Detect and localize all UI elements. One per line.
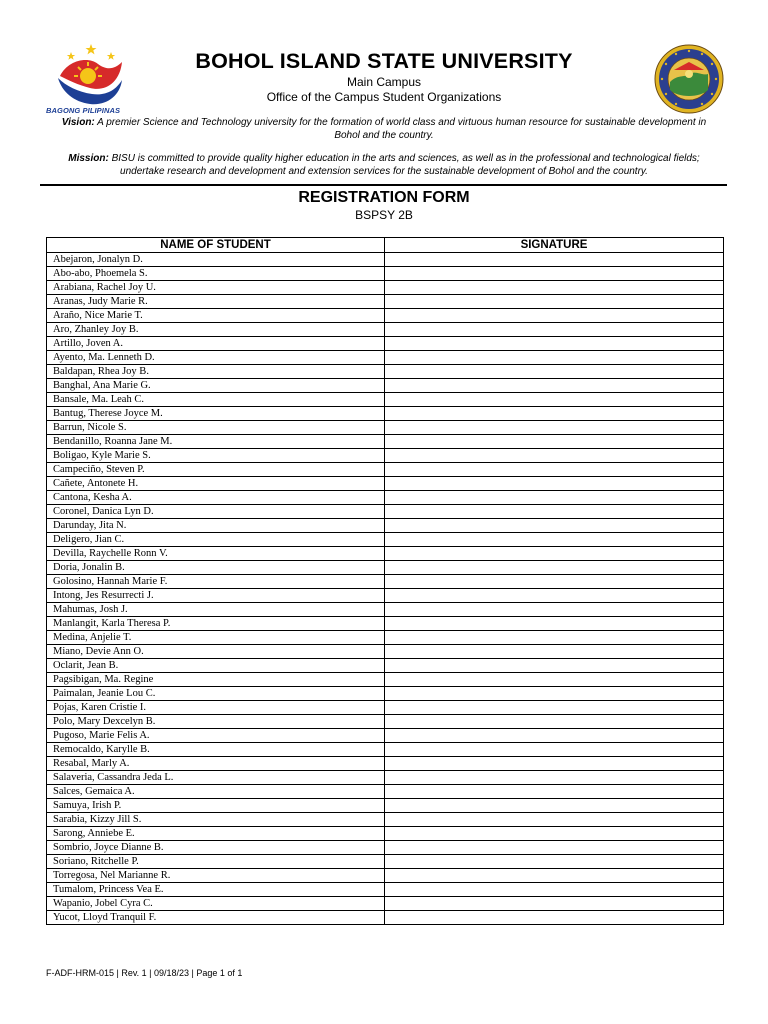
student-name-cell: Aranas, Judy Marie R. xyxy=(47,295,385,309)
signature-cell[interactable] xyxy=(385,617,724,631)
student-name-cell: Cañete, Antonete H. xyxy=(47,477,385,491)
signature-cell[interactable] xyxy=(385,729,724,743)
table-row xyxy=(47,351,724,365)
student-name-cell: Cantona, Kesha A. xyxy=(47,491,385,505)
signature-cell[interactable] xyxy=(385,897,724,911)
table-row xyxy=(47,463,724,477)
table-row xyxy=(47,813,724,827)
signature-cell[interactable] xyxy=(385,659,724,673)
table-row xyxy=(47,897,724,911)
signature-cell[interactable] xyxy=(385,743,724,757)
student-name-cell: Pugoso, Marie Felis A. xyxy=(47,729,385,743)
table-row xyxy=(47,603,724,617)
campus-name: Main Campus xyxy=(346,75,422,89)
table-row xyxy=(47,771,724,785)
table-row xyxy=(47,449,724,463)
table-row xyxy=(47,645,724,659)
student-name-cell: Pojas, Karen Cristie I. xyxy=(47,701,385,715)
office-name: Office of the Campus Student Organizations xyxy=(266,90,502,104)
table-row xyxy=(47,281,724,295)
university-name: BOHOL ISLAND STATE UNIVERSITY xyxy=(195,49,573,73)
table-row xyxy=(47,617,724,631)
student-name-cell: Darunday, Jita N. xyxy=(47,519,385,533)
signature-cell[interactable] xyxy=(385,253,724,267)
signature-cell[interactable] xyxy=(385,631,724,645)
signature-cell[interactable] xyxy=(385,323,724,337)
table-row xyxy=(47,841,724,855)
signature-cell[interactable] xyxy=(385,491,724,505)
signature-cell[interactable] xyxy=(385,295,724,309)
student-name-cell: Polo, Mary Dexcelyn B. xyxy=(47,715,385,729)
signature-cell[interactable] xyxy=(385,785,724,799)
mission-label: Mission: xyxy=(68,153,109,164)
signature-cell[interactable] xyxy=(385,351,724,365)
table-row xyxy=(47,561,724,575)
signature-cell[interactable] xyxy=(385,533,724,547)
signature-cell[interactable] xyxy=(385,421,724,435)
table-row xyxy=(47,407,724,421)
document-footer: F-ADF-HRM-015 | Rev. 1 | 09/18/23 | Page 1 of 1 xyxy=(46,968,243,978)
table-body xyxy=(47,253,724,925)
signature-cell[interactable] xyxy=(385,687,724,701)
student-name-cell: Arabiana, Rachel Joy U. xyxy=(47,281,385,295)
table-row xyxy=(47,421,724,435)
signature-cell[interactable] xyxy=(385,407,724,421)
table-row xyxy=(47,477,724,491)
table-row xyxy=(47,323,724,337)
signature-cell[interactable] xyxy=(385,477,724,491)
student-name-cell: Sarabia, Kizzy Jill S. xyxy=(47,813,385,827)
student-name-cell: Mahumas, Josh J. xyxy=(47,603,385,617)
table-row xyxy=(47,379,724,393)
vision-text: A premier Science and Technology university for the formation of world class and virtuous human resource for sustainable development in Bohol and the country. xyxy=(94,117,707,141)
table-row xyxy=(47,295,724,309)
student-name-cell: Soriano, Ritchelle P. xyxy=(47,855,385,869)
mission-text: BISU is committed to provide quality higher education in the arts and sciences, as well as in the professional and technological fields; undertake research and development and extension services for the sustainable development of Bohol and the country. xyxy=(108,153,700,177)
student-name-cell: Araño, Nice Marie T. xyxy=(47,309,385,323)
table-row xyxy=(47,631,724,645)
registration-table xyxy=(46,237,724,925)
student-name-cell: Coronel, Danica Lyn D. xyxy=(47,505,385,519)
table-row xyxy=(47,743,724,757)
signature-cell[interactable] xyxy=(385,883,724,897)
table-row xyxy=(47,547,724,561)
signature-cell[interactable] xyxy=(385,365,724,379)
table-row xyxy=(47,533,724,547)
table-row xyxy=(47,491,724,505)
column-header-signature: SIGNATURE xyxy=(385,238,724,253)
signature-cell[interactable] xyxy=(385,799,724,813)
table-row xyxy=(47,505,724,519)
student-name-cell: Miano, Devie Ann O. xyxy=(47,645,385,659)
signature-cell[interactable] xyxy=(385,855,724,869)
student-name-cell: Resabal, Marly A. xyxy=(47,757,385,771)
student-name-cell: Manlangit, Karla Theresa P. xyxy=(47,617,385,631)
student-name-cell: Yucot, Lloyd Tranquil F. xyxy=(47,911,385,925)
student-name-cell: Medina, Anjelie T. xyxy=(47,631,385,645)
section-name: BSPSY 2B xyxy=(355,208,413,222)
table-row xyxy=(47,309,724,323)
signature-cell[interactable] xyxy=(385,449,724,463)
student-name-cell: Ayento, Ma. Lenneth D. xyxy=(47,351,385,365)
table-row xyxy=(47,729,724,743)
signature-cell[interactable] xyxy=(385,603,724,617)
signature-cell[interactable] xyxy=(385,813,724,827)
signature-cell[interactable] xyxy=(385,519,724,533)
student-name-cell: Intong, Jes Resurrecti J. xyxy=(47,589,385,603)
bagong-pilipinas-text: BAGONG PILIPINAS xyxy=(46,106,121,115)
student-name-cell: Devilla, Raychelle Ronn V. xyxy=(47,547,385,561)
vision-label: Vision: xyxy=(61,117,95,128)
signature-cell[interactable] xyxy=(385,435,724,449)
table-row xyxy=(47,757,724,771)
signature-cell[interactable] xyxy=(385,575,724,589)
table-row xyxy=(47,267,724,281)
table-row xyxy=(47,589,724,603)
student-name-cell: Abejaron, Jonalyn D. xyxy=(47,253,385,267)
header-divider xyxy=(40,184,727,186)
student-name-cell: Bantug, Therese Joyce M. xyxy=(47,407,385,421)
student-name-cell: Baldapan, Rhea Joy B. xyxy=(47,365,385,379)
signature-cell[interactable] xyxy=(385,673,724,687)
student-name-cell: Abo-abo, Phoemela S. xyxy=(47,267,385,281)
signature-cell[interactable] xyxy=(385,757,724,771)
student-name-cell: Salaveria, Cassandra Jeda L. xyxy=(47,771,385,785)
signature-cell[interactable] xyxy=(385,337,724,351)
column-header-name: NAME OF STUDENT xyxy=(47,238,385,253)
table-row xyxy=(47,799,724,813)
signature-cell[interactable] xyxy=(385,281,724,295)
student-name-cell: Golosino, Hannah Marie F. xyxy=(47,575,385,589)
signature-cell[interactable] xyxy=(385,771,724,785)
signature-cell[interactable] xyxy=(385,715,724,729)
signature-cell[interactable] xyxy=(385,841,724,855)
table-row xyxy=(47,365,724,379)
student-name-cell: Remocaldo, Karylle B. xyxy=(47,743,385,757)
signature-cell[interactable] xyxy=(385,505,724,519)
signature-cell[interactable] xyxy=(385,827,724,841)
table-header-row xyxy=(47,238,724,253)
table-row xyxy=(47,701,724,715)
table-row xyxy=(47,869,724,883)
student-name-cell: Artillo, Joven A. xyxy=(47,337,385,351)
table-row xyxy=(47,855,724,869)
table-row xyxy=(47,253,724,267)
vision-statement xyxy=(48,117,720,142)
table-row xyxy=(47,785,724,799)
student-name-cell: Doria, Jonalin B. xyxy=(47,561,385,575)
student-name-cell: Paimalan, Jeanie Lou C. xyxy=(47,687,385,701)
table-row xyxy=(47,827,724,841)
student-name-cell: Deligero, Jian C. xyxy=(47,533,385,547)
student-name-cell: Aro, Zhanley Joy B. xyxy=(47,323,385,337)
student-name-cell: Pagsibigan, Ma. Regine xyxy=(47,673,385,687)
student-name-cell: Wapanio, Jobel Cyra C. xyxy=(47,897,385,911)
student-name-cell: Campeciño, Steven P. xyxy=(47,463,385,477)
signature-cell[interactable] xyxy=(385,547,724,561)
student-name-cell: Bansale, Ma. Leah C. xyxy=(47,393,385,407)
signature-cell[interactable] xyxy=(385,561,724,575)
table-row xyxy=(47,715,724,729)
student-name-cell: Samuya, Irish P. xyxy=(47,799,385,813)
student-name-cell: Boligao, Kyle Marie S. xyxy=(47,449,385,463)
table-row xyxy=(47,435,724,449)
signature-cell[interactable] xyxy=(385,267,724,281)
table-row xyxy=(47,659,724,673)
signature-cell[interactable] xyxy=(385,309,724,323)
student-name-cell: Tumalom, Princess Vea E. xyxy=(47,883,385,897)
student-name-cell: Sarong, Anniebe E. xyxy=(47,827,385,841)
signature-cell[interactable] xyxy=(385,589,724,603)
table-row xyxy=(47,393,724,407)
table-row xyxy=(47,911,724,925)
table-row xyxy=(47,519,724,533)
signature-cell[interactable] xyxy=(385,645,724,659)
table-row xyxy=(47,883,724,897)
signature-cell[interactable] xyxy=(385,379,724,393)
student-name-cell: Bendanillo, Roanna Jane M. xyxy=(47,435,385,449)
signature-cell[interactable] xyxy=(385,393,724,407)
mission-statement xyxy=(48,153,720,178)
signature-cell[interactable] xyxy=(385,463,724,477)
student-name-cell: Sombrio, Joyce Dianne B. xyxy=(47,841,385,855)
table-row xyxy=(47,687,724,701)
student-name-cell: Torregosa, Nel Marianne R. xyxy=(47,869,385,883)
signature-cell[interactable] xyxy=(385,869,724,883)
table-row xyxy=(47,575,724,589)
student-name-cell: Banghal, Ana Marie G. xyxy=(47,379,385,393)
student-name-cell: Oclarit, Jean B. xyxy=(47,659,385,673)
form-title: REGISTRATION FORM xyxy=(298,189,470,206)
signature-cell[interactable] xyxy=(385,701,724,715)
table-row xyxy=(47,673,724,687)
table-row xyxy=(47,337,724,351)
signature-cell[interactable] xyxy=(385,911,724,925)
student-name-cell: Barrun, Nicole S. xyxy=(47,421,385,435)
student-name-cell: Salces, Gemaica A. xyxy=(47,785,385,799)
